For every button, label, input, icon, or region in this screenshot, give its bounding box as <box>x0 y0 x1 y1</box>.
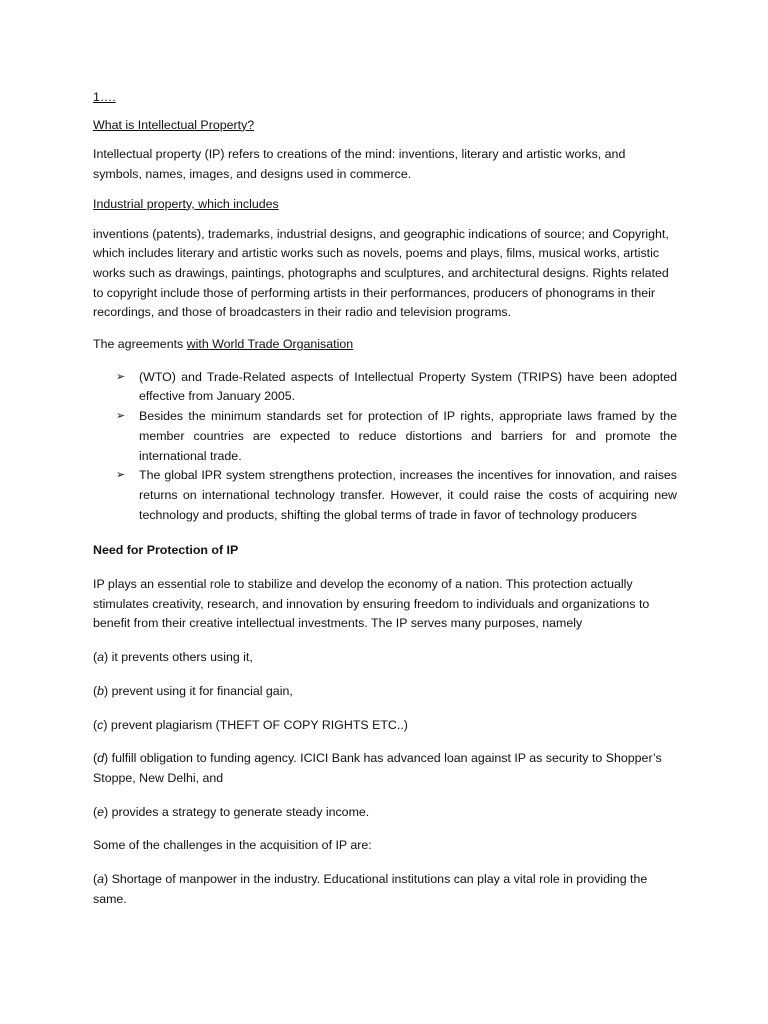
item-text: it prevents others using it, <box>108 650 253 665</box>
item-letter: e <box>97 804 105 819</box>
wto-bullet-list <box>93 368 677 526</box>
list-item <box>93 466 677 525</box>
arrow-bullet-icon: ➢ <box>116 469 126 482</box>
item-text: Shortage of manpower in the industry. Educational institutions can play a vital role in providing the same. <box>93 872 648 906</box>
bullet-text: (WTO) and Trade-Related aspects of Intellectual Property System (TRIPS) have been adopted effective from January 2005. <box>139 369 677 404</box>
bullet-text: The global IPR system strengthens protection, increases the incentives for innovation, and raises returns on international technology transfer. However, it could raise the costs of acquiring new technology and products, shifting the global terms of trade in favor of technology producers <box>139 468 677 522</box>
purpose-item: (b) prevent using it for financial gain, <box>93 683 293 698</box>
item-letter: a <box>97 872 105 887</box>
item-text: fulfill obligation to funding agency. ICICI Bank has advanced loan against IP as security to Shopper’s Stoppe, New Delhi, and <box>93 751 662 785</box>
challenge-item: (a) Shortage of manpower in the industry. Educational institutions can play a vital role in providing the same. <box>93 872 648 906</box>
item-text: provides a strategy to generate steady income. <box>108 804 370 819</box>
list-item <box>93 407 677 466</box>
industrial-paragraph: inventions (patents), trademarks, industrial designs, and geographic indications of source; and Copyright, which includes literary and artistic works such as novels, poems and plays, films, musical works, artistic works such as drawings, paintings, photographs and sculptures, and architectural designs. Rights related to copyright include those of performing artists in their performances, producers of phonograms in their recordings, and those of broadcasters in their radio and television programs. <box>93 226 669 320</box>
question-heading: What is Intellectual Property? <box>93 117 255 132</box>
arrow-bullet-icon: ➢ <box>116 410 126 423</box>
item-letter: d <box>97 751 105 766</box>
purpose-item: (e) provides a strategy to generate steady income. <box>93 804 370 819</box>
industrial-heading: Industrial property, which includes <box>93 196 279 211</box>
item-letter: b <box>97 683 105 698</box>
document-page <box>93 88 677 910</box>
list-item <box>93 368 677 407</box>
challenges-heading: Some of the challenges in the acquisition of IP are: <box>93 838 372 853</box>
agreements-prefix: The agreements <box>93 337 187 352</box>
purpose-item: (d) fulfill obligation to funding agency. ICICI Bank has advanced loan against IP as security to Shopper’s Stoppe, New Delhi, and <box>93 751 662 785</box>
agreements-line <box>93 335 677 355</box>
item-text: prevent using it for financial gain, <box>108 683 293 698</box>
item-text: prevent plagiarism (THEFT OF COPY RIGHTS ETC..) <box>107 717 408 732</box>
purpose-item: (a) it prevents others using it, <box>93 650 253 665</box>
section-number: 1…. <box>93 90 116 104</box>
item-letter: c <box>97 717 104 732</box>
arrow-bullet-icon: ➢ <box>116 370 126 383</box>
purpose-item: (c) prevent plagiarism (THEFT OF COPY RIGHTS ETC..) <box>93 717 408 732</box>
need-heading: Need for Protection of IP <box>93 543 239 558</box>
item-letter: a <box>97 650 105 665</box>
wto-link-text: with World Trade Organisation <box>186 337 354 352</box>
definition-paragraph: Intellectual property (IP) refers to creations of the mind: inventions, literary and artistic works, and symbols, names, images, and designs used in commerce. <box>93 147 626 182</box>
need-paragraph: IP plays an essential role to stabilize and develop the economy of a nation. This protection actually stimulates creativity, research, and innovation by ensuring freedom to individuals and organizations to benefit from their creative intellectual investments. The IP serves many purposes, namely <box>93 577 650 631</box>
bullet-text: Besides the minimum standards set for protection of IP rights, appropriate laws framed by the member countries are expected to reduce distortions and barriers for and promote the international trade. <box>139 409 677 463</box>
